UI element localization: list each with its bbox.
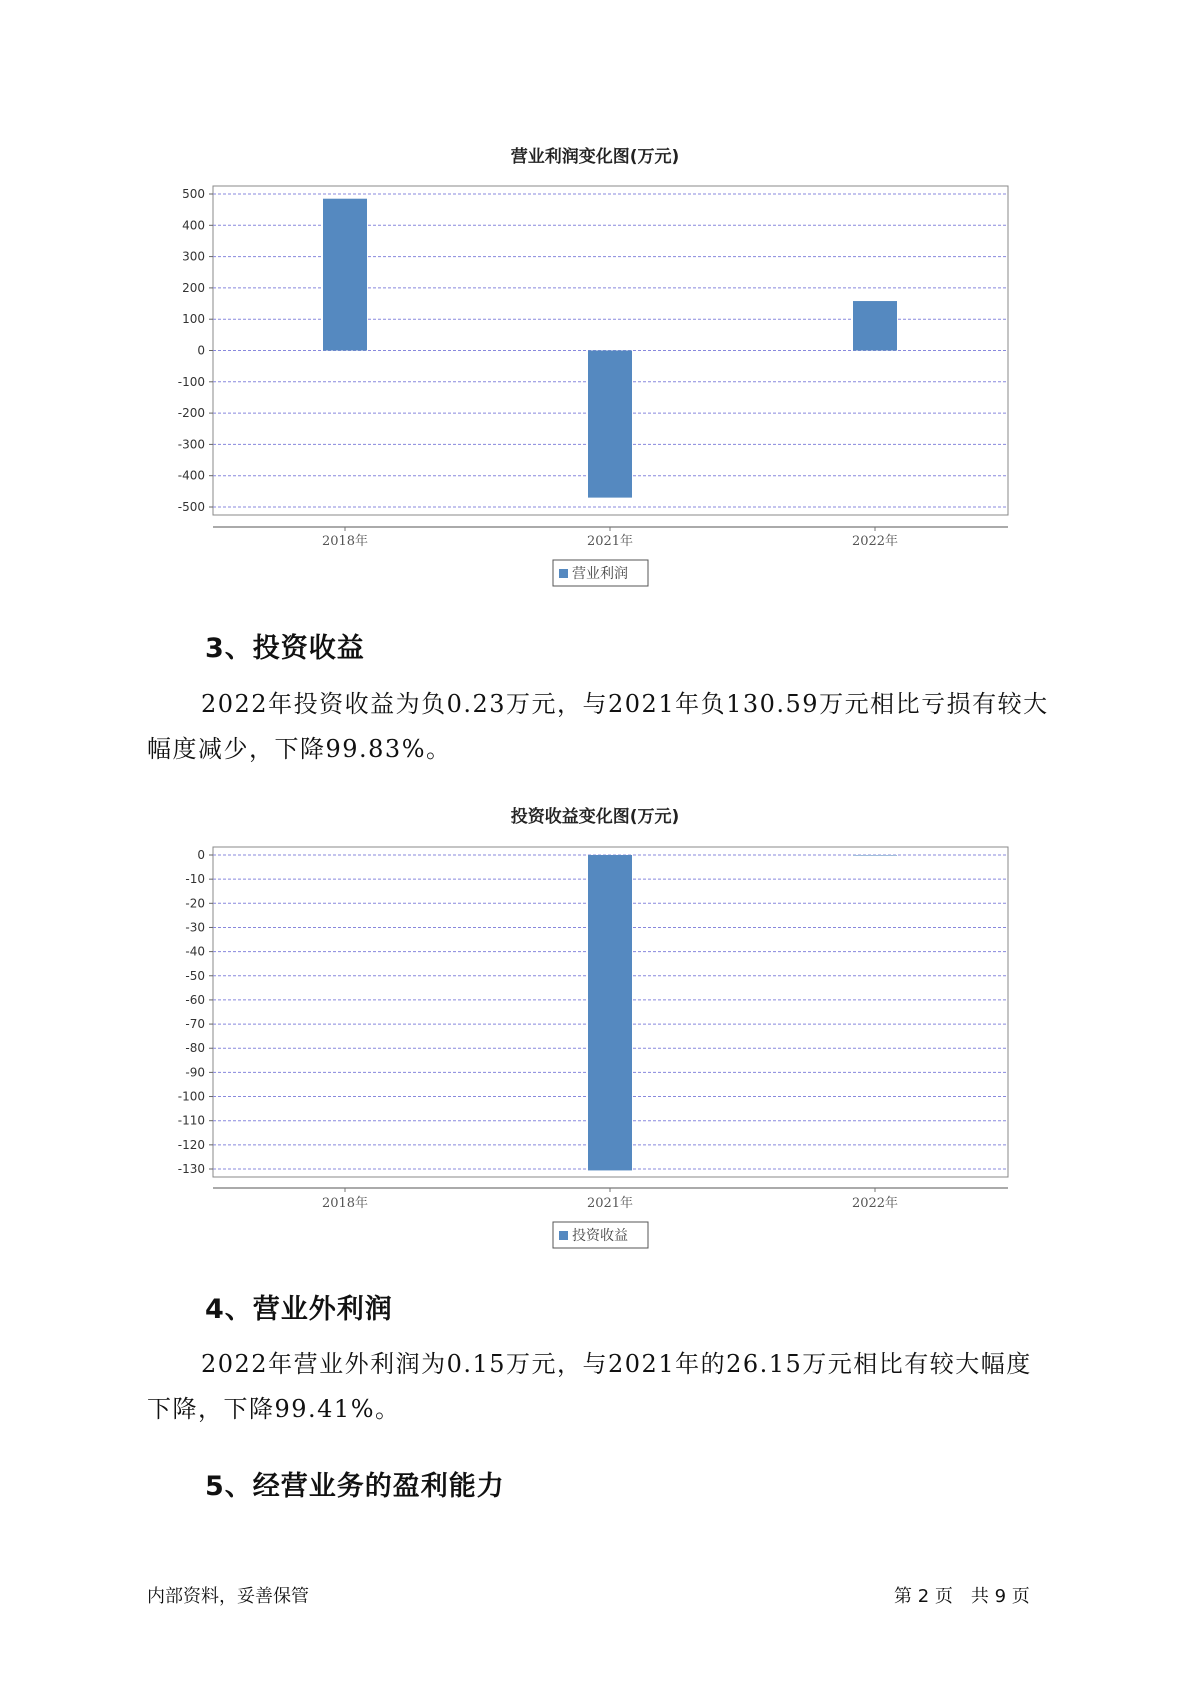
y-tick-label: -120 [177,1137,205,1152]
y-tick-label: -60 [185,992,205,1007]
y-tick-label: -20 [185,896,205,911]
y-tick-label: 300 [182,249,205,264]
y-tick-label: 0 [197,343,205,358]
y-tick-label: 200 [182,280,205,295]
footer-confidential-note: 内部资料，妥善保管 [147,1586,309,1607]
y-tick-label: -200 [177,406,205,421]
y-tick-label: -80 [185,1041,205,1056]
y-tick-label: -90 [185,1065,205,1080]
footer-page-number: 第 2 页 共 9 页 [894,1586,1030,1607]
y-tick-label: -400 [177,468,205,483]
y-tick-label: 100 [182,312,205,327]
y-tick-label: -70 [185,1017,205,1032]
x-tick-label: 2021年 [586,534,634,549]
bar-2022年 [853,855,897,856]
y-tick-label: -100 [177,1089,205,1104]
y-tick-label: -100 [177,374,205,389]
y-tick-label: -30 [185,920,205,935]
x-tick-label: 2022年 [851,1196,899,1211]
legend-label: 投资收益 [572,1228,628,1244]
chart-title: 投资收益变化图(万元) [510,807,680,827]
heading-investment-income: 3、投资收益 [205,633,365,664]
y-tick-label: -40 [185,944,205,959]
y-tick-label: 400 [182,218,205,233]
y-tick-label: -130 [177,1162,205,1176]
legend-swatch [559,1231,568,1240]
legend-label: 营业利润 [572,566,628,582]
x-tick-label: 2018年 [321,534,369,549]
y-tick-label: 0 [197,848,205,862]
y-tick-label: -10 [185,872,205,887]
heading-non-operating-profit: 4、营业外利润 [205,1294,393,1325]
x-tick-label: 2018年 [321,1196,369,1211]
heading-business-profitability: 5、经营业务的盈利能力 [205,1471,505,1502]
y-tick-label: -110 [177,1113,205,1128]
paragraph-non-operating-profit: 2022年营业外利润为0.15万元，与2021年的26.15万元相比有较大幅度下降，下降99.41%。 [147,1350,1032,1423]
chart-title: 营业利润变化图(万元) [510,147,680,167]
y-tick-label: -500 [177,500,205,514]
legend [553,1222,648,1248]
y-tick-label: -50 [185,968,205,983]
x-tick-label: 2022年 [851,534,899,549]
bar-2021年 [588,855,632,1170]
x-tick-label: 2021年 [586,1196,634,1211]
paragraph-investment-income: 2022年投资收益为负0.23万元，与2021年负130.59万元相比亏损有较大幅度减少，下降99.83%。 [147,690,1049,763]
y-tick-label: 500 [182,187,205,201]
y-tick-label: -300 [177,437,205,452]
